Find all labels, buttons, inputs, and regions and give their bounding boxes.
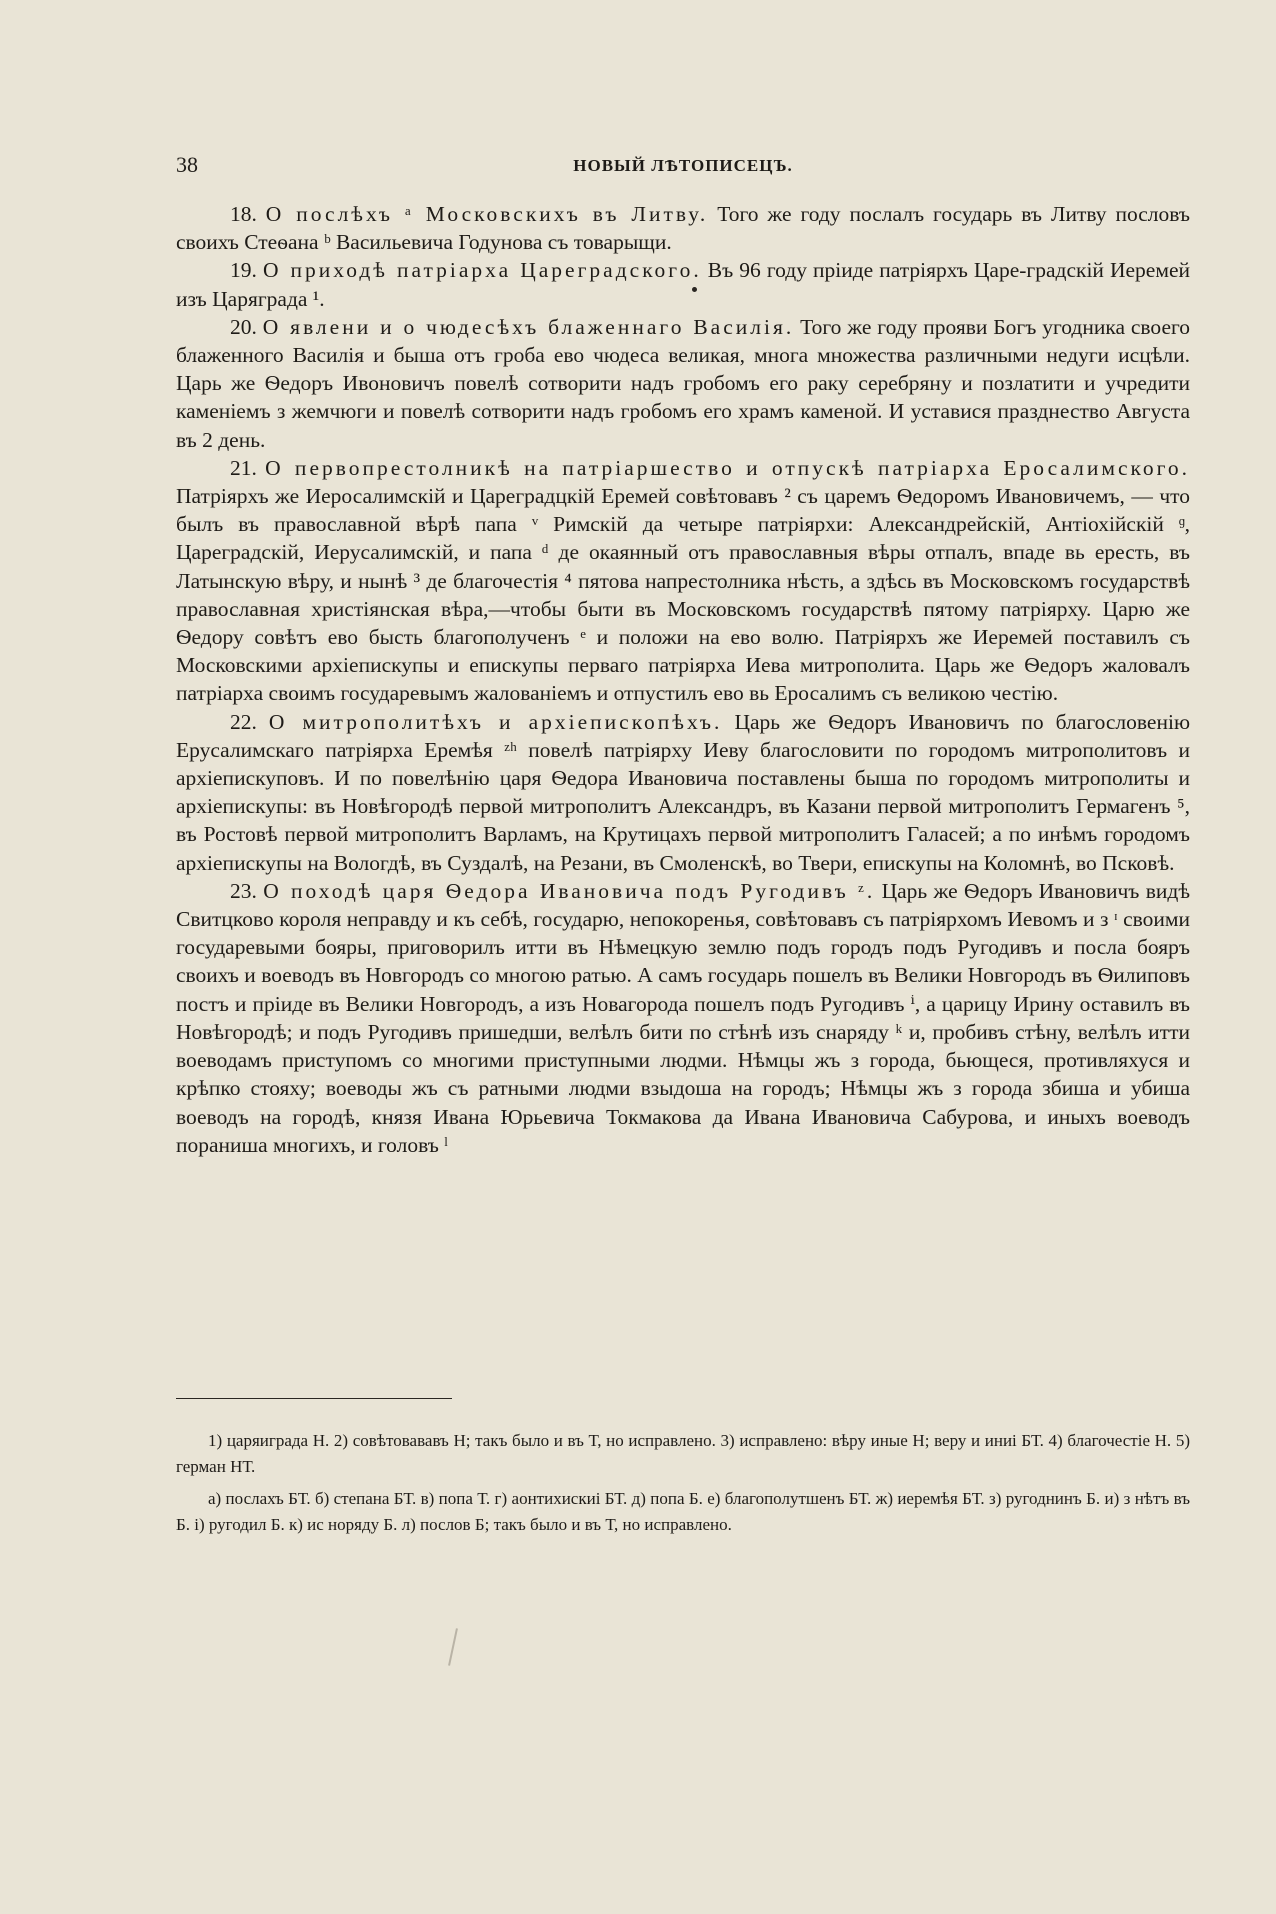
chapter-title: О первопрестолникѣ на патріаршество и отпускѣ патріарха Еросалимского. xyxy=(265,455,1190,480)
chapter-title: О приходѣ патріарха Цареградского. xyxy=(262,258,702,283)
chapter-title: О митрополитѣхъ и архіепископѣхъ. xyxy=(268,709,723,734)
page-header xyxy=(176,152,1190,186)
paragraph-20: 20. О явлени и о чюдесѣхъ блаженнаго Василія. Того же году прояви Богъ угодника своего блаженного Василія и быша отъ гроба ево чюдеса великая, многа множества различными недуги исцѣли. Царь же Ѳедоръ Ивоновичъ повелѣ сотворити надъ гробомъ его раку серебряну и позлатити и учредити каменіемъ з жемчюги и повелѣ сотворити надъ гробомъ его храмъ каменой. И уставися празднество Августа въ 2 день. xyxy=(176,314,1191,452)
paragraph-22: 22. О митрополитѣхъ и архіепископѣхъ. Царь же Ѳедоръ Ивановичъ по благословенію Ерусалимскаго патріярха Еремѣя ᶻʰ повелѣ патріярху Иеву благословити по городомъ митрополитовъ и архіепискуповъ. И по повелѣнію царя Ѳедора Ивановича поставлены быша по городомъ митрополиты и архіепискупы: въ Новѣгородѣ первой митрополитъ Александръ, въ Казани первой митрополитъ Гермагенъ ⁵, въ Ростовѣ первой митрополитъ Варламъ, на Крутицахъ первой митрополитъ Галасей; а по инѣмъ городомъ архіепискупы на Вологдѣ, въ Суздалѣ, на Резани, въ Смоленскѣ, во Твери, епискупы на Коломнѣ, во Псковѣ. xyxy=(176,709,1191,875)
chapter-title: О послѣхъ ᵃ Московскихъ въ Литву. xyxy=(265,202,709,226)
running-title: НОВЫЙ ЛѢТОПИСЕЦЪ. xyxy=(573,156,793,175)
page-number: 38 xyxy=(176,152,198,177)
paper-mark xyxy=(448,1628,458,1666)
footnotes-numeric: 1) царяиграда Н. 2) совѣтовававъ Н; такъ было и въ Т, но исправлено. 3) исправлено: вѣру иные Н; веру и иниі БТ. 4) благочестіе Н. 5) герман НТ. xyxy=(176,1431,1190,1476)
paragraph-19: 19. О приходѣ патріарха Цареградского. Въ 96 году пріиде патріярхъ Царе-градскій Иеремей изъ Царяграда ¹. xyxy=(176,258,1191,311)
paragraph-23: 23. О походѣ царя Ѳедора Ивановича подъ Ругодивъ ᶻ. Царь же Ѳедоръ Ивановичъ видѣ Свитцково короля неправду и къ себѣ, государю, непокоренья, совѣтовавъ съ патріярхомъ Иевомъ и з ᶦ своими государевыми бояры, приговорилъ итти въ Нѣмецкую землю подъ городъ подъ Ругодивъ и посла бояръ своихъ и воеводъ въ Новгородъ со многою ратью. А самъ государь пошелъ въ Велики Новгородъ въ Ѳилиповъ постъ и пріиде въ Велики Новгородъ, а изъ Новагорода пошелъ подъ Ругодивъ ⁱ, а царицу Ирину оставилъ въ Новѣгородѣ; и подъ Ругодивъ пришедши, велѣлъ бити по стѣнѣ изъ снаряду ᵏ и, пробивъ стѣну, велѣлъ итти воеводамъ приступомъ со многими приступными людми. Нѣмцы жъ з города, бьющеся, противляхуся и крѣпко стояху; воеводы жъ съ ратными людми взыдоша на городъ; Нѣмцы жъ з города збиша и убиша воеводъ на городѣ, князя Ивана Юрьевича Токмакова да Ивана Ивановича Сабурова, и иныхъ воеводъ пораниша многихъ, и головъ ˡ xyxy=(176,878,1191,1157)
paragraph-21: 21. О первопрестолникѣ на патріаршество и отпускѣ патріарха Еросалимского. Патріярхъ же Иеросалимскій и Цареградцкій Еремей совѣтовавъ ² съ царемъ Ѳедоромъ Ивановичемъ, — что былъ въ православной вѣрѣ папа ᵛ Римскій да четыре патріярхи: Александрейскій, Антіохійскій ᶢ, Цареградскій, Иерусалимскій, и папа ᵈ де окаянный отъ православныя вѣры отпалъ, впаде вь ересть, въ Латынскую вѣру, и нынѣ ³ де благочестія ⁴ пятова напрестолника нѣсть, а здѣсь въ Московскомъ государствѣ православная христіянская вѣра,—чтобы быти въ Московскомъ государствѣ пятому патріярху. Царю же Ѳедору совѣтъ ево бысть благополученъ ᵉ и положи на ево волю. Патріярхъ же Иеремей поставилъ съ Московскими архіепискупы и епискупы перваго патріярха Иева митрополита. Царь же Ѳедоръ жаловалъ патріарха своимъ государевымъ жалованіемъ и отпустилъ ево вь Еросалимъ съ великою честію. xyxy=(176,455,1190,706)
footnote-rule xyxy=(176,1398,452,1399)
main-text xyxy=(176,200,1190,1159)
chapter-title: О явлени и о чюдесѣхъ блаженнаго Василія. xyxy=(262,314,795,339)
chapter-title: О походѣ царя Ѳедора Ивановича подъ Ругодивъ ᶻ. xyxy=(263,878,876,903)
paragraph-18: 18. О послѣхъ ᵃ Московскихъ въ Литву. Того же году послалъ государь въ Литву пословъ своихъ Стеѳана ᵇ Васильевича Годунова съ товарыщи. xyxy=(176,202,1190,255)
footnotes-lettered: а) послахъ БТ. б) степана БТ. в) попа Т. г) аонтихискиі БТ. д) попа Б. е) благополутшенъ БТ. ж) иеремѣя БТ. з) ругоднинъ Б. и) з нѣтъ въ Б. і) ругодил Б. к) ис норяду Б. л) послов Б; такъ было и въ Т, но исправлено. xyxy=(176,1489,1190,1534)
